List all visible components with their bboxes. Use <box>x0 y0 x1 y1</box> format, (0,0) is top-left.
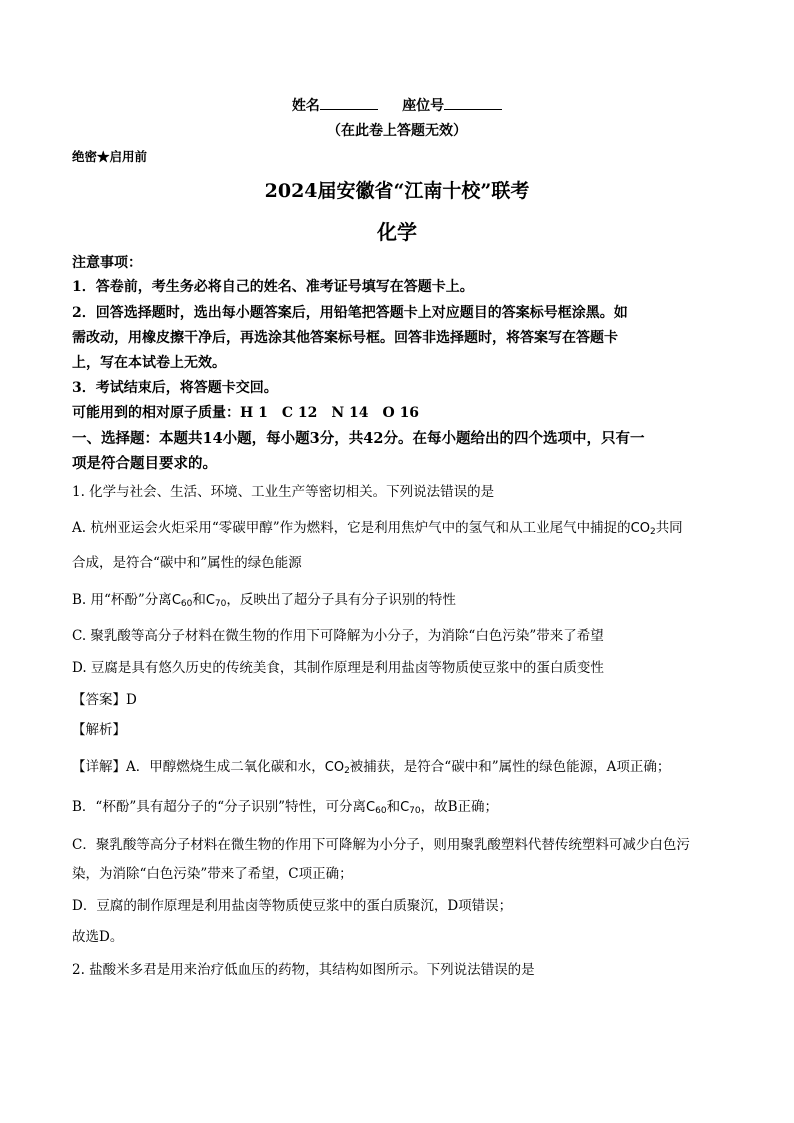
section-heading-line-2: 项是符合题目要求的。 <box>72 455 217 472</box>
q2-stem: 2. 盐酸米多君是用来治疗低血压的药物，其结构如图所示。下列说法错误的是 <box>72 962 535 978</box>
q1-detail-c-line-1: C．聚乳酸等高分子材料在微生物的作用下可降解为小分子，则用聚乳酸塑料代替传统塑料可减少白色污 <box>72 837 690 853</box>
q1-option-a-end: 共同 <box>655 520 683 536</box>
name-label: 姓名 <box>291 98 320 114</box>
exam-title: 2024届安徽省“江南十校”联考 <box>264 180 530 202</box>
q1-detail-b: B．“杯酚”具有超分子的“分子识别”特性，可分离$C_{60}$和$C_{70}$，故B正确； <box>72 799 499 816</box>
q1-detail-a: 【详解】A．甲醇燃烧生成二氧化碳和水，$CO_2$被捕获，是符合“碳中和”属性的绿色能源，A项正确； <box>72 759 671 776</box>
q1-detail-d: D．豆腐的制作原理是利用盐卤等物质使豆浆中的蛋白质聚沉，D项错误； <box>72 898 513 914</box>
c60-formula: $C_{60}$ <box>171 593 193 609</box>
invalid-note: （在此卷上答题无效） <box>327 123 467 139</box>
note-2-line-3: 上，写在本试卷上无效。 <box>72 355 226 371</box>
note-1: 1．答卷前，考生务必将自己的姓名、准考证号填写在答题卡上。 <box>72 279 474 295</box>
co2-formula: $CO_2$ <box>630 521 656 537</box>
name-blank <box>320 97 378 110</box>
c70-formula-detail: $C_{70}$ <box>400 800 421 816</box>
q1-option-a-text: A. 杭州亚运会火炬采用“零碳甲醇”作为燃料，它是利用焦炉气中的氢气和从工业尾气中捕捉的 <box>72 520 631 536</box>
q1-analysis-label: 【解析】 <box>72 722 126 738</box>
seat-label: 座位号 <box>402 98 445 114</box>
atomic-mass: 可能用到的相对原子质量：H 1 C 12 N 14 O 16 <box>72 405 420 421</box>
note-2-line-2: 需改动，用橡皮擦干净后，再选涂其他答案标号框。回答非选择题时，将答案写在答题卡 <box>72 330 618 346</box>
notes-heading: 注意事项： <box>72 255 142 271</box>
q1-stem: 1. 化学与社会、生活、环境、工业生产等密切相关。下列说法错误的是 <box>72 484 495 500</box>
q1-option-b: B. 用“杯酚”分离$C_{60}$和$C_{70}$，反映出了超分子具有分子识别的特性 <box>72 592 456 609</box>
q1-option-c: C. 聚乳酸等高分子材料在微生物的作用下可降解为小分子，为消除“白色污染”带来了希望 <box>72 628 604 644</box>
q1-option-a-line-2: 合成，是符合“碳中和”属性的绿色能源 <box>72 555 302 571</box>
section-heading-line-1: 一、选择题：本题共14小题，每小题3分，共42分。在每小题给出的四个选项中，只有一 <box>72 430 645 447</box>
q1-conclusion: 故选D。 <box>72 929 124 945</box>
note-3: 3．考试结束后，将答题卡交回。 <box>72 380 278 396</box>
c60-formula-detail: $C_{60}$ <box>366 800 387 816</box>
q1-detail-c-line-2: 染，为消除“白色污染”带来了希望，C项正确； <box>72 866 353 882</box>
c70-formula: $C_{70}$ <box>205 593 227 609</box>
note-2-line-1: 2．回答选择题时，选出每小题答案后，用铅笔把答题卡上对应题目的答案标号框涂黑。如 <box>72 305 628 321</box>
name-seat-line <box>0 95 794 115</box>
secret-mark: 绝密★启用前 <box>72 149 148 164</box>
q1-option-d: D. 豆腐是具有悠久历史的传统美食，其制作原理是利用盐卤等物质使豆浆中的蛋白质变性 <box>72 660 604 676</box>
subject-title: 化学 <box>377 220 417 244</box>
co2-formula-detail: $CO_2$ <box>324 760 350 776</box>
q1-answer: 【答案】D <box>72 692 137 708</box>
seat-blank <box>444 97 502 110</box>
q1-option-a-line-1 <box>72 516 683 537</box>
